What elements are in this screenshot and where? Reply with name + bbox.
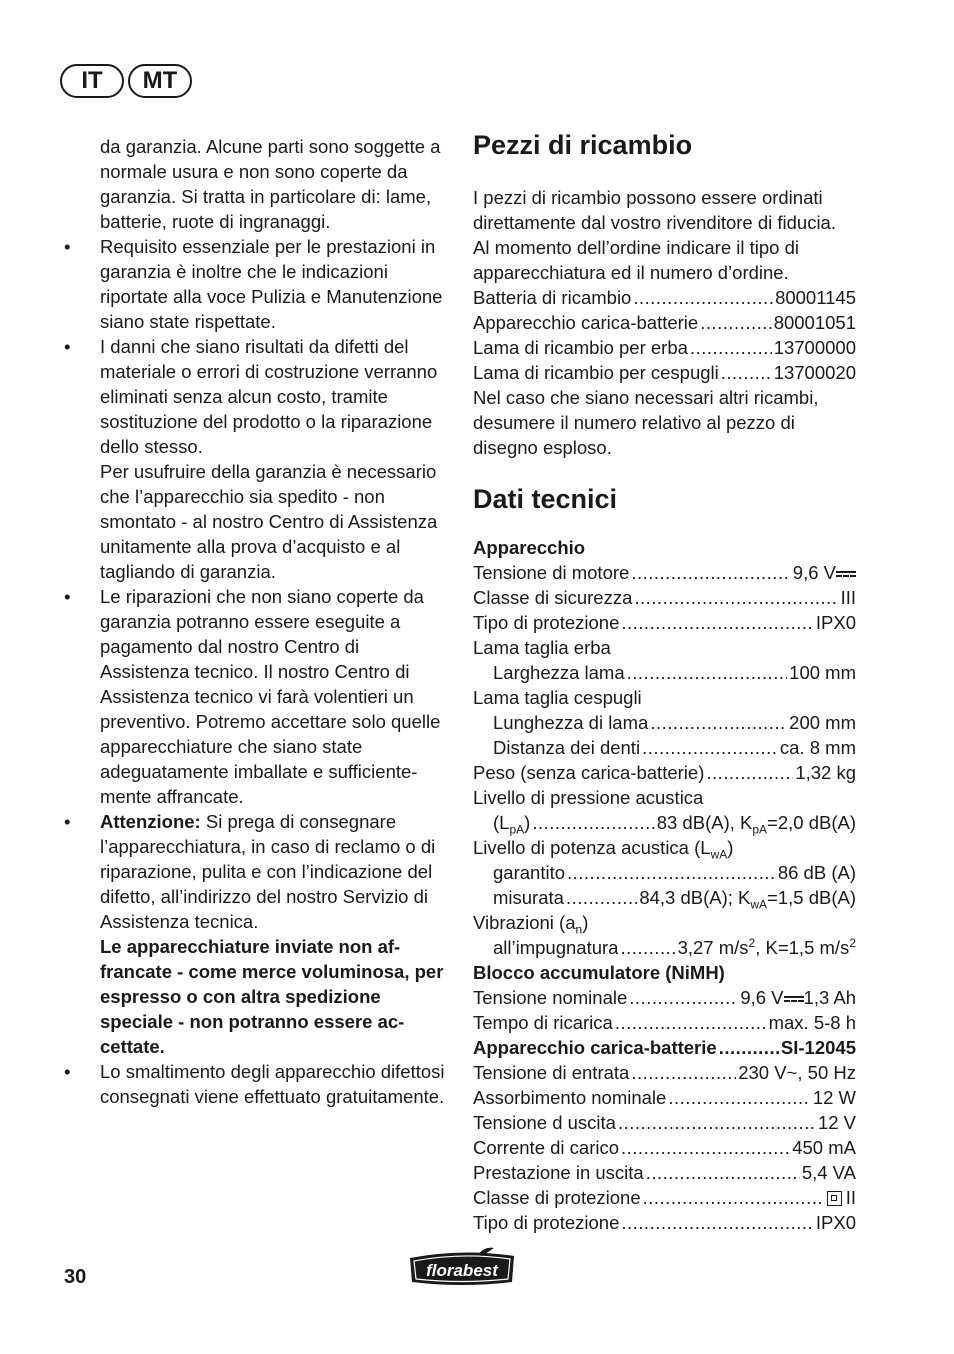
warranty-bullet-5: • Lo smaltimento degli apparecchio difettosi consegnati viene effettuato gratuitamente. [64,1059,449,1109]
spare-part-row: Lama di ricambio per cespugli ..... 13700020 [473,360,856,385]
dc-current-icon [836,570,856,579]
language-badges [60,64,192,98]
lang-badge-it: IT [60,64,124,98]
page-number: 30 [64,1266,87,1288]
spare-part-row: Batteria di ricambio ..... 80001145 [473,285,856,310]
spec-row: Tempo di ricarica ..... max. 5-8 h [473,1010,856,1035]
warranty-warning: Le apparecchiature inviate non affrancate - come merce voluminosa, per espresso o con altra spedizione speciale - non potranno essere accettate. [100,936,444,1057]
warranty-bullet-1: • Requisito essenziale per le prestazioni in garanzia è inoltre che le indicazioni riportate alla voce Pulizia e Manutenzione siano state rispettate. [64,234,449,334]
spec-row: Larghezza lama ..... 100 mm [473,660,856,685]
spec-group-label: Lama taglia cespugli [473,687,642,708]
spec-group-label: Livello di pressione acustica [473,787,704,808]
spec-row: Tensione di motore ..... 9,6 V [473,560,856,585]
spec-row: Classe di protezione ..... II [473,1185,856,1210]
warranty-bullet-3: • Le riparazioni che non siano coperte da garanzia potranno essere eseguite a pagamento dal nostro Centro di Assistenza tecnico. Il nostro Centro di Assistenza tecnico vi farà volentieri un preventivo. Potremo accettare solo quelle apparecchiature che siano state adeguatamente imballate e sufficientemente affrancate. [64,584,449,809]
spec-row: Peso (senza carica-batterie) ..... 1,32 kg [473,760,856,785]
spec-row: Tipo di protezione ..... IPX0 [473,610,856,635]
spec-row: Tensione di entrata ..... 230 V~, 50 Hz [473,1060,856,1085]
spec-row: $(L_{pA})$ ..... 83 dB(A), $K_{pA}=2,0$ dB(A) [473,810,856,835]
spec-row: Distanza dei denti ..... ca. 8 mm [473,735,856,760]
attention-label: Attenzione: [100,811,201,832]
warranty-intro: da garanzia. Alcune parti sono soggette a normale usura e non sono coperte da garanzia. Si tratta in particolare di: lame, batterie, ruote di ingranaggi. [100,136,441,232]
florabest-logo [406,1246,518,1288]
spec-group-label: Livello di potenza acustica $(L_{wA})$ [473,837,734,862]
logo-text: florabest [426,1261,498,1280]
right-column [473,128,856,1235]
warranty-column [64,134,449,1109]
spec-row: all’impugnatura ..... 3,27 $m/s^2$, K=1,5 $m/s^2$ [473,935,856,960]
spec-row: misurata ..... 84,3 dB(A); $K_{wA}=1,5$ dB(A) [473,885,856,910]
spec-group-label: Lama taglia erba [473,637,611,658]
spec-row: Assorbimento nominale ..... 12 W [473,1085,856,1110]
spec-row: Prestazione in uscita ..... 5,4 VA [473,1160,856,1185]
spec-row: garantito ..... 86 dB (A) [473,860,856,885]
spec-row: Lunghezza di lama ..... 200 mm [473,710,856,735]
spare-parts-heading: Pezzi di ricambio [473,130,693,160]
tech-data-heading: Dati tecnici [473,484,618,514]
attention-text: Si prega di consegnare l’apparecchiatura, in caso di reclamo o di riparazione, pulita e con l’indicazione del difetto, all’indirizzo del nostro Servizio di Assistenza tecnica. [100,811,436,932]
spec-row: Tensione d uscita ..... 12 V [473,1110,856,1135]
spare-parts-intro: I pezzi di ricambio possono essere ordinati direttamente dal vostro rivenditore di fiducia. Al momento dell’ordine indicare il tipo di apparecchiatura ed il numero d’ordine. [473,187,836,283]
lang-badge-mt: MT [128,64,192,98]
spec-group-label: Vibrazioni $(a_n)$ [473,912,589,937]
spare-parts-outro: Nel caso che siano necessari altri ricambi, desumere il numero relativo al pezzo di disegno esploso. [473,387,819,458]
spec-row: Classe di sicurezza ..... III [473,585,856,610]
spec-row: Tensione nominale ..... 9,6 V 1,3 Ah [473,985,856,1010]
warranty-bullet-2-cont: Per usufruire della garanzia è necessario che l’apparecchio sia spedito - non smontato - al nostro Centro di Assistenza unitamente alla prova d’acquisto e al tagliando di garanzia. [100,461,438,582]
section-charger: Apparecchio carica-batterie ..... SI-12045 [473,1035,856,1060]
section-battery: Blocco accumulatore (NiMH) [473,962,725,983]
dc-current-icon [784,995,804,1004]
spec-row: Tipo di protezione ..... IPX0 [473,1210,856,1235]
spec-row: Corrente di carico ..... 450 mA [473,1135,856,1160]
warranty-bullet-4 [64,809,449,934]
section-apparecchio: Apparecchio [473,537,586,558]
warranty-bullet-2: • I danni che siano risultati da difetti del materiale o errori di costruzione verranno eliminati senza alcun costo, tramite sostituzione del prodotto o la riparazione dello stesso. [64,334,449,459]
protection-class-ii-icon [827,1191,842,1206]
spare-part-row: Lama di ricambio per erba ..... 13700000 [473,335,856,360]
spare-part-row: Apparecchio carica-batterie ..... 80001051 [473,310,856,335]
